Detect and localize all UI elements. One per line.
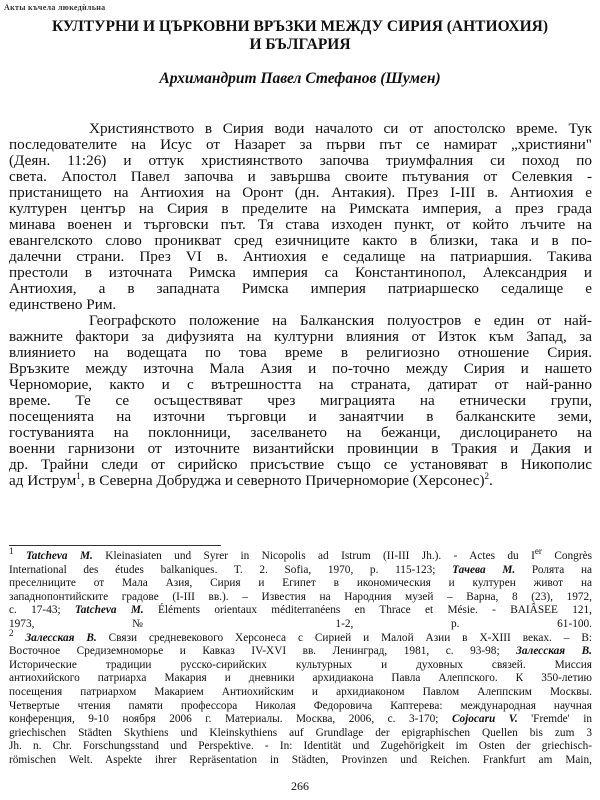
line-text — [9, 591, 592, 605]
body-text — [9, 121, 592, 489]
body-line — [9, 345, 592, 361]
body-line — [9, 313, 592, 329]
line-text — [9, 577, 592, 591]
body-line — [9, 425, 592, 441]
title-line: КУЛТУРНИ И ЦЪРКОВНИ ВРЪЗКИ МЕЖДУ СИРИЯ (АНТИОХИЯ) — [51, 18, 549, 35]
line-text: военни гарнизони от източните византийски провинции в Тракия и Дакия и — [9, 440, 592, 457]
footnote-ref: er — [534, 546, 542, 557]
body-line — [9, 393, 592, 409]
author-ref: Tatcheva M. — [74, 604, 144, 617]
line-text: Връзките между източна Мала Азия и по-точно между Сирия и нашето — [9, 360, 592, 377]
line-text: Християнството в Сирия води началото си от апостолско време. Тук — [89, 120, 592, 137]
line-text — [9, 727, 592, 741]
line-text — [9, 470, 592, 489]
author-ref: Cojocaru V. — [451, 713, 518, 726]
text-segment: römischen Welt. Aspekte ihrer Repräsentation in Städten, Provinzen und Reichen. Frankfurt am Main, — [9, 753, 592, 766]
text-segment: Kleinasiaten und Syrer in Nicopolis ad Istrum (II-III Jh.). - Actes du I — [92, 550, 535, 562]
text-segment: западнопонтийските градове (I-III вв.). – Известия на Народния музей – Варна, 8 (23), 1972, — [9, 590, 592, 603]
line-text: важните фактори за дифузията на културни влияния от Изток към Запад, за — [9, 328, 592, 345]
text-segment: ад Иструм — [9, 472, 77, 489]
footnote-ref: 1 — [76, 470, 81, 481]
footnote-line — [9, 604, 592, 618]
running-head: Акты къчела люкедѝльна — [4, 3, 106, 12]
body-line — [9, 201, 592, 217]
line-text: гостуванията на поклонници, заселването на бежанци, дислоцирането на — [9, 424, 592, 441]
line-text — [9, 686, 592, 700]
author-ref: Залесская В. — [25, 631, 97, 644]
footnote-line — [9, 645, 592, 659]
line-text: Антиохия, а в западната Римска империя патриаршеско седалище е — [9, 280, 592, 297]
body-line — [9, 137, 592, 153]
text-segment: Восточное Средиземноморье и Кавказ IV-XVI вв. Ленинград, 1981, с. 93-98; — [9, 645, 517, 658]
author-ref: Тачева М. — [452, 563, 516, 576]
line-text — [9, 627, 593, 646]
footnote-line — [9, 627, 593, 646]
body-line — [9, 153, 592, 169]
footnote-ref: 1 — [9, 546, 14, 557]
line-text: единствено Рим. — [9, 296, 117, 313]
text-segment: посещения патриархом Макарием Антиохийским и архидиаконом Павлом Алеппским Москвы. — [9, 685, 592, 698]
text-segment: преселниците от Мала Азия, Сирия и Египет в икономическия и културен живот на — [9, 577, 592, 590]
footnotes — [9, 546, 593, 768]
footnote-line — [9, 672, 592, 686]
footnote-line — [9, 659, 592, 673]
footnote-ref: 2 — [484, 470, 490, 481]
line-text: Черноморие, както и с вътрешността на страната, датират от най-ранно — [9, 376, 592, 393]
text-segment: Связи средневекового Херсонеса с Сирией и Малой Азии в X-XIII веках. – В: — [96, 631, 593, 644]
line-text: последователите на Исус от Назарет за първи път се намират „християни" — [9, 136, 592, 153]
body-line — [9, 441, 592, 457]
footnote-line — [9, 700, 592, 714]
footnote-line — [9, 618, 592, 632]
footnote-line — [9, 686, 592, 700]
line-text — [9, 546, 592, 564]
line-text — [9, 659, 592, 673]
line-text — [9, 672, 592, 686]
text-segment: антиохийского патриарха Макария и дневники архидиакона Павла Алеппского. К 350-летию — [9, 672, 592, 685]
body-line — [9, 185, 592, 201]
footnote-line — [9, 740, 592, 754]
text-segment: International des études balkaniques. T. 2. Sofia, 1970, p. 115-123; — [9, 563, 453, 576]
body-line — [9, 409, 592, 425]
line-text: (Деян. 11:26) и оттук християнството започва триумфалния си поход по — [9, 152, 592, 169]
text-segment: griechischen Städten Skythiens und Kleinskythiens auf Grundlage der epigraphischen Quellen bis zum 3 — [9, 726, 592, 739]
footnote-ref: 2 — [9, 627, 14, 638]
body-line — [9, 377, 592, 393]
line-text: пристанището на Антиохия на Оронт (дн. Антакия). През I-III в. Антиохия е — [9, 184, 592, 201]
line-text: минава военен и търговски път. Тя става изходен пункт, от който лъчите на — [9, 216, 592, 233]
line-text: др. Трайни следи от сирийско присъствие също се установяват в Никополис — [9, 456, 592, 473]
line-text — [9, 700, 592, 714]
text-segment: Jh. n. Chr. Forschungsstand und Perspektive. - In: Identität und Zugehörigkeit im Osten der griechisch- — [9, 740, 592, 753]
line-text — [9, 713, 592, 727]
text-segment: Ролята на — [515, 563, 593, 576]
body-line — [9, 361, 592, 377]
line-text: евангелското слово проникват сред езичниците както в близки, така и в по- — [9, 232, 592, 249]
line-text — [9, 645, 592, 659]
body-line — [9, 457, 592, 473]
footnote-separator — [9, 545, 221, 546]
body-line — [9, 470, 592, 489]
page-number: 266 — [291, 779, 309, 793]
footnote-line — [9, 546, 592, 564]
line-text: престоли в източната Римска империя са Константинопол, Александрия и — [9, 264, 592, 281]
text-segment: Четвертые чтения памяти профессора Николая Федоровича Каптерева: международная научная — [9, 699, 592, 712]
text-segment: конференция, 9-10 ноября 2006 г. Материалы. Москва, 2006, с. 3-170; — [9, 713, 452, 726]
body-line — [9, 265, 592, 281]
text-segment: Congrès — [541, 550, 592, 562]
text-segment: , в Северна Добруджа и северното Причерноморие (Херсонес) — [80, 472, 485, 489]
line-text — [9, 754, 592, 768]
body-line — [9, 217, 592, 233]
line-text: културен център на Сирия в пределите на Римската империя, а през града — [9, 200, 592, 217]
line-text: влиянието на водещата по това време в религиозно отношение Сирия. — [9, 344, 592, 361]
line-text: далечни страни. През VI в. Антиохия е седалище на патриаршия. Такива — [9, 248, 592, 265]
body-line — [9, 121, 592, 137]
line-text — [9, 618, 592, 632]
footnote-line — [9, 591, 592, 605]
footnote-line — [9, 754, 592, 768]
article-title — [0, 18, 600, 54]
line-text: посещенията на източни търговци и занаятчии в балканските земи, — [9, 408, 592, 425]
body-line — [9, 281, 592, 297]
author-ref: Tatcheva M. — [25, 550, 93, 562]
title-line: И БЪЛГАРИЯ — [249, 36, 351, 53]
text-segment: 1973, № 1-2, p. 61-100. — [9, 617, 592, 630]
line-text — [9, 604, 592, 618]
text-segment — [14, 632, 26, 644]
footnote-line — [9, 577, 592, 591]
text-segment: с. 17-43; — [9, 604, 75, 617]
text-segment: . — [489, 472, 493, 489]
author-ref: Залесская В. — [516, 645, 593, 658]
text-segment: Исторические традиции русско-сирийских культурных и духовных связей. Миссия — [9, 658, 592, 671]
body-line — [9, 329, 592, 345]
body-line — [9, 169, 592, 185]
line-text — [9, 740, 592, 754]
body-line — [9, 249, 592, 265]
footnote-line — [9, 564, 592, 578]
line-text: Географското положение на Балканския полуостров е един от най- — [89, 312, 592, 329]
text-segment — [14, 550, 26, 562]
line-text: време. Те се осъществяват чрез миграцията на етнически групи, — [9, 392, 592, 409]
text-segment: Éléments orientaux méditerranéens en Thrace et Mésie. - BAIÂSEE 121, — [143, 604, 592, 617]
body-line — [9, 297, 592, 313]
author-line: Архимандрит Павел Стефанов (Шумен) — [159, 70, 441, 87]
footnote-line — [9, 713, 592, 727]
body-line — [9, 233, 592, 249]
text-segment: 'Fremde' in — [517, 713, 592, 726]
footnote-line — [9, 727, 592, 741]
line-text — [9, 564, 592, 578]
line-text: света. Апостол Павел започва и завършва своите пътувания от Селевкия - — [9, 168, 592, 185]
